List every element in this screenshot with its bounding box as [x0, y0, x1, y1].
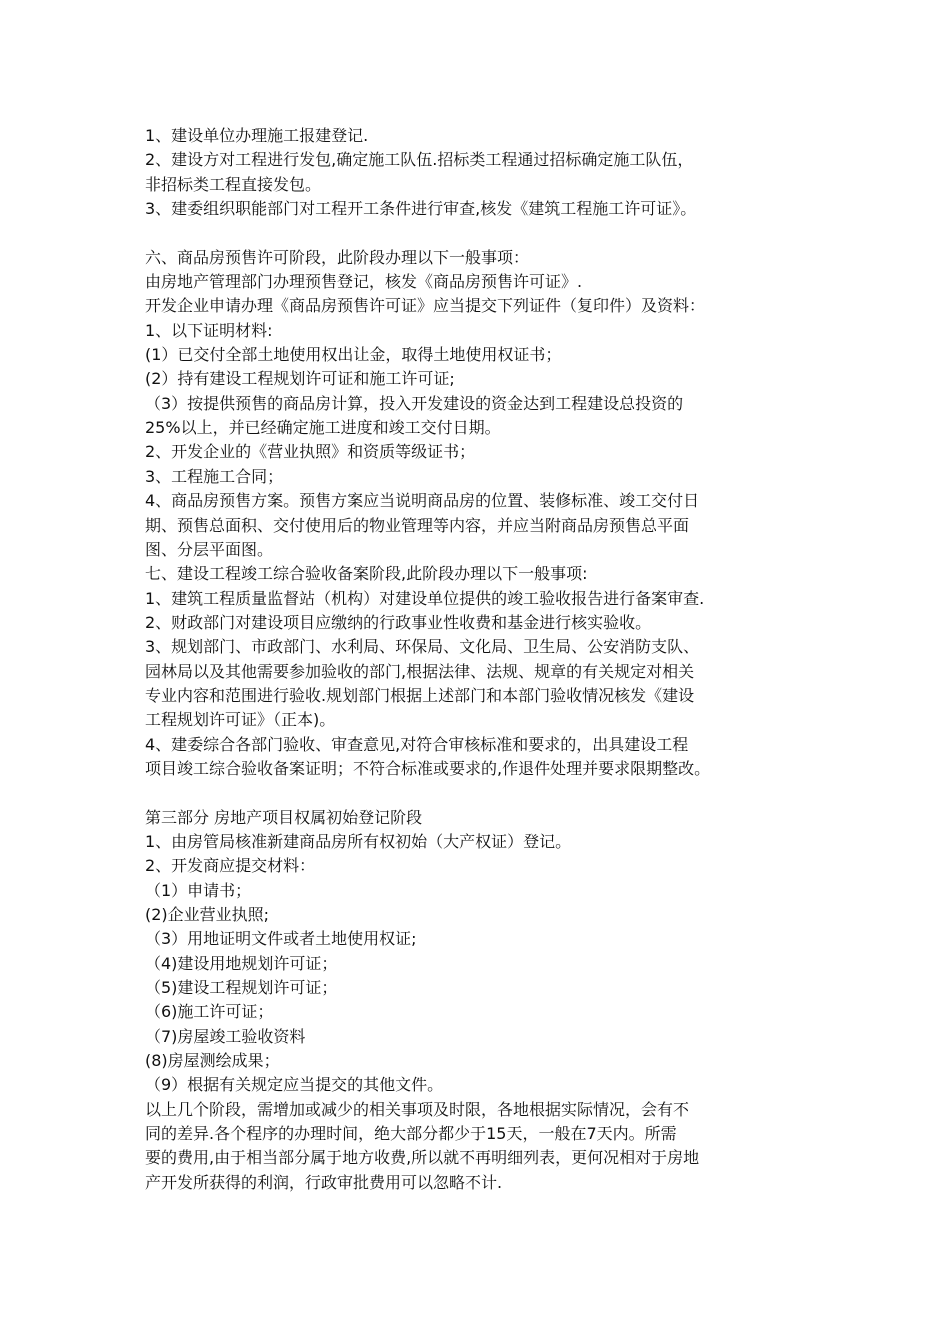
text-line: (2）持有建设工程规划许可证和施工许可证; [145, 369, 455, 389]
text-line: 1、以下证明材料: [145, 320, 273, 340]
text-line: 2、建设方对工程进行发包,确定施工队伍.招标类工程通过招标确定施工队伍， [145, 150, 694, 170]
text-line: （1）申请书； [145, 880, 252, 900]
text-line: （6)施工许可证； [145, 1002, 274, 1022]
text-line: 2、开发商应提交材料： [145, 856, 316, 876]
text-line: （5)建设工程规划许可证； [145, 978, 338, 998]
text-line: （9）根据有关规定应当提交的其他文件。 [145, 1075, 444, 1095]
text-line: 专业内容和范围进行验收.规划部门根据上述部门和本部门验收情况核发《建设 [145, 685, 695, 705]
text-line: 非招标类工程直接发包。 [145, 174, 322, 194]
text-line: 园林局以及其他需要参加验收的部门,根据法律、法规、规章的有关规定对相关 [145, 661, 695, 681]
text-line: (1）已交付全部土地使用权出让金，取得土地使用权证书； [145, 345, 562, 365]
text-line: （7)房屋竣工验收资料 [145, 1026, 306, 1046]
text-line: 以上几个阶段，需增加或减少的相关事项及时限，各地根据实际情况，会有不 [145, 1099, 690, 1119]
text-line: 25%以上，并已经确定施工进度和竣工交付日期。 [145, 418, 501, 438]
text-line: (8)房屋测绘成果； [145, 1051, 280, 1071]
text-line: 项目竣工综合验收备案证明；不符合标准或要求的,作退件处理并要求限期整改。 [145, 758, 711, 778]
text-line: （3）用地证明文件或者土地使用权证; [145, 929, 417, 949]
text-line: 工程规划许可证》（正本)。 [145, 710, 336, 730]
text-line: 要的费用,由于相当部分属于地方收费,所以就不再明细列表，更何况相对于房地 [145, 1148, 700, 1168]
text-line: 3、工程施工合同； [145, 466, 284, 486]
section-heading: 六、商品房预售许可阶段，此阶段办理以下一般事项： [145, 247, 530, 267]
text-line: 开发企业申请办理《商品房预售许可证》应当提交下列证件（复印件）及资料： [145, 296, 706, 316]
text-line: 同的差异.各个程序的办理时间，绝大部分都少于15天，一般在7天内。所需 [145, 1124, 677, 1144]
text-line: 1、建筑工程质量监督站（机构）对建设单位提供的竣工验收报告进行备案审查. [145, 588, 705, 608]
text-line: （3）按提供预售的商品房计算，投入开发建设的资金达到工程建设总投资的 [145, 393, 684, 413]
section-heading: 七、建设工程竣工综合验收备案阶段,此阶段办理以下一般事项: [145, 564, 588, 584]
text-line: 1、建设单位办理施工报建登记. [145, 126, 369, 145]
text-line: 1、由房管局核准新建商品房所有权初始（大产权证）登记。 [145, 831, 572, 851]
paragraph-gap [145, 781, 815, 805]
text-line: 由房地产管理部门办理预售登记，核发《商品房预售许可证》. [145, 272, 583, 292]
text-line: 4、建委综合各部门验收、审查意见,对符合审核标准和要求的，出具建设工程 [145, 734, 689, 754]
paragraph-gap [145, 221, 815, 245]
text-line: (2)企业营业执照; [145, 905, 270, 924]
document-body [145, 124, 815, 1195]
section-heading: 第三部分 房地产项目权属初始登记阶段 [145, 807, 423, 827]
text-line: 图、分层平面图。 [145, 539, 274, 559]
text-line: 期、预售总面积、交付使用后的物业管理等内容，并应当附商品房预售总平面 [145, 515, 690, 535]
text-line: 2、开发企业的《营业执照》和资质等级证书； [145, 442, 476, 462]
text-line: 3、规划部门、市政部门、水利局、环保局、文化局、卫生局、公安消防支队、 [145, 637, 700, 657]
text-line: 2、财政部门对建设项目应缴纳的行政事业性收费和基金进行核实验收。 [145, 612, 652, 632]
text-line: （4)建设用地规划许可证； [145, 953, 338, 973]
text-line: 产开发所获得的利润，行政审批费用可以忽略不计. [145, 1172, 503, 1192]
text-line: 4、商品房预售方案。预售方案应当说明商品房的位置、装修标准、竣工交付日 [145, 491, 700, 511]
text-line: 3、建委组织职能部门对工程开工条件进行审查,核发《建筑工程施工许可证》。 [145, 199, 697, 219]
